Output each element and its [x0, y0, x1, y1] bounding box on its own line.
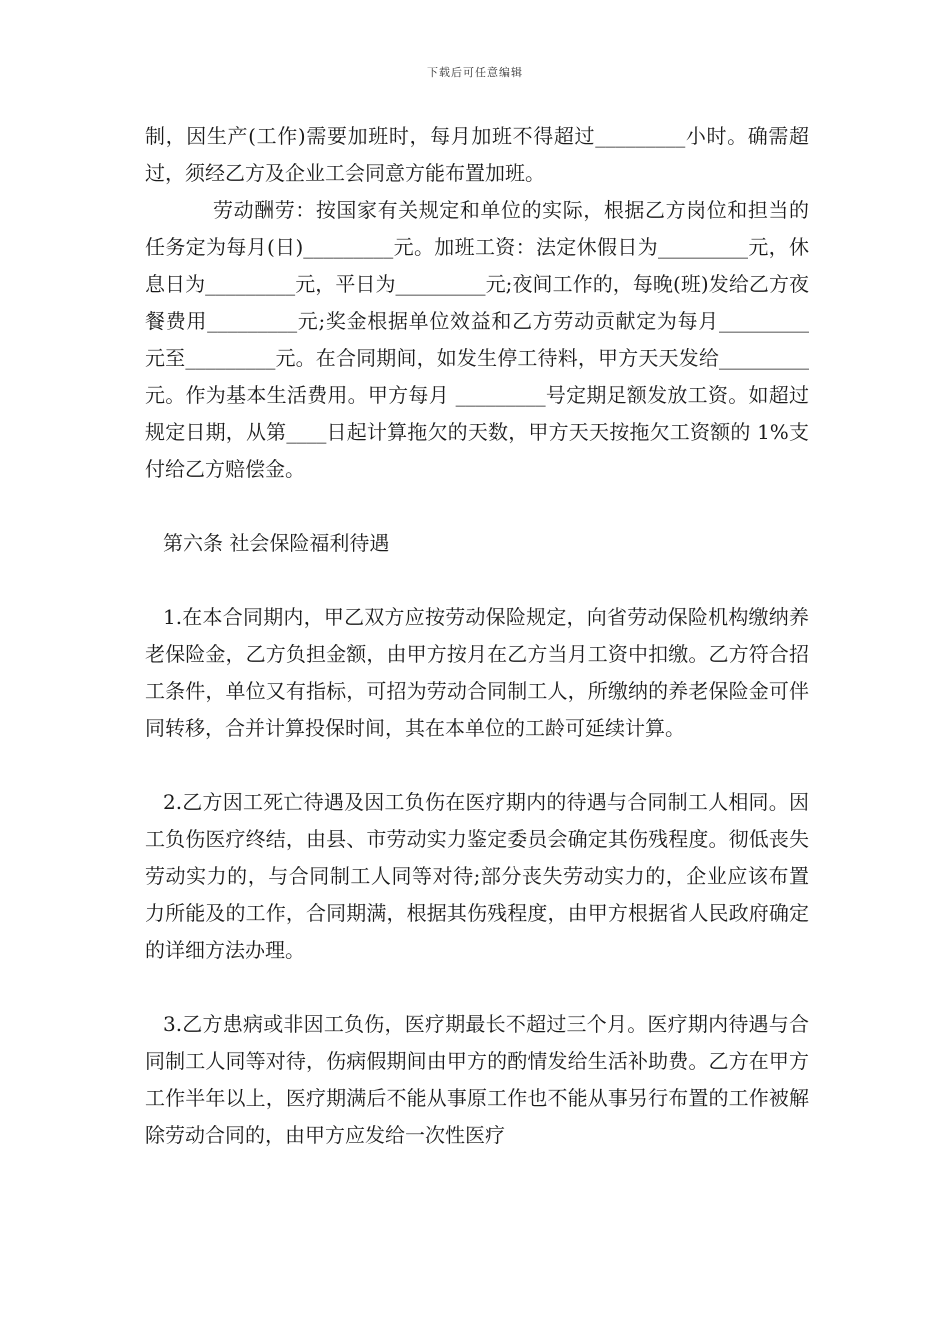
list-item-3: 3.乙方患病或非因工负伤，医疗期最长不超过三个月。医疗期内待遇与合同制工人同等对待，伤病假期间由甲方的酌情发给生活补助费。乙方在甲方工作半年以上，医疗期满后不能从事原工作也不能从事另行布置的工作被解除劳动合同的，由甲方应发给一次性医疗: [145, 1012, 809, 1147]
document-body: [145, 118, 809, 1154]
spacer: [145, 562, 809, 599]
list-item-2: 2.乙方因工死亡待遇及因工负伤在医疗期内的待遇与合同制工人相同。因工负伤医疗终结，由县、市劳动实力鉴定委员会确定其伤残程度。彻低丧失劳动实力的，与合同制工人同等对待;部分丧失劳动实力的，企业应该布置力所能及的工作，合同期满，根据其伤残程度，由甲方根据省人民政府确定的详细方法办理。: [145, 790, 809, 962]
page-header: 下载后可任意编辑: [427, 66, 523, 79]
spacer: [145, 747, 809, 784]
paragraph-overtime: 制，因生产(工作)需要加班时，每月加班不得超过_________小时。确需超过，须经乙方及企业工会同意方能布置加班。: [145, 124, 809, 185]
list-item-1: 1.在本合同期内，甲乙双方应按劳动保险规定，向省劳动保险机构缴纳养老保险金，乙方负担金额，由甲方按月在乙方当月工资中扣缴。乙方符合招工条件，单位又有指标，可招为劳动合同制工人，所缴纳的养老保险金可伴同转移，合并计算投保时间，其在本单位的工龄可延续计算。: [145, 605, 809, 740]
paragraph-remuneration: 劳动酬劳：按国家有关规定和单位的实际，根据乙方岗位和担当的任务定为每月(日)_________元。加班工资：法定休假日为_________元，休息日为_________元，平日为_________元;夜间工作的，每晚(班)发给乙方夜餐费用_________元;奖金根据单位效益和乙方劳动贡献定为每月_________元至_________元。在合同期间，如发生停工待料，甲方天天发给_________元。作为基本生活费用。甲方每月 _________号定期足额发放工资。如超过规定日期，从第____日起计算拖欠的天数，甲方天天按拖欠工资额的 1%支付给乙方赔偿金。: [145, 198, 809, 481]
article-heading: 第六条 社会保险福利待遇: [163, 531, 390, 555]
spacer: [145, 969, 809, 1006]
spacer: [145, 488, 809, 525]
